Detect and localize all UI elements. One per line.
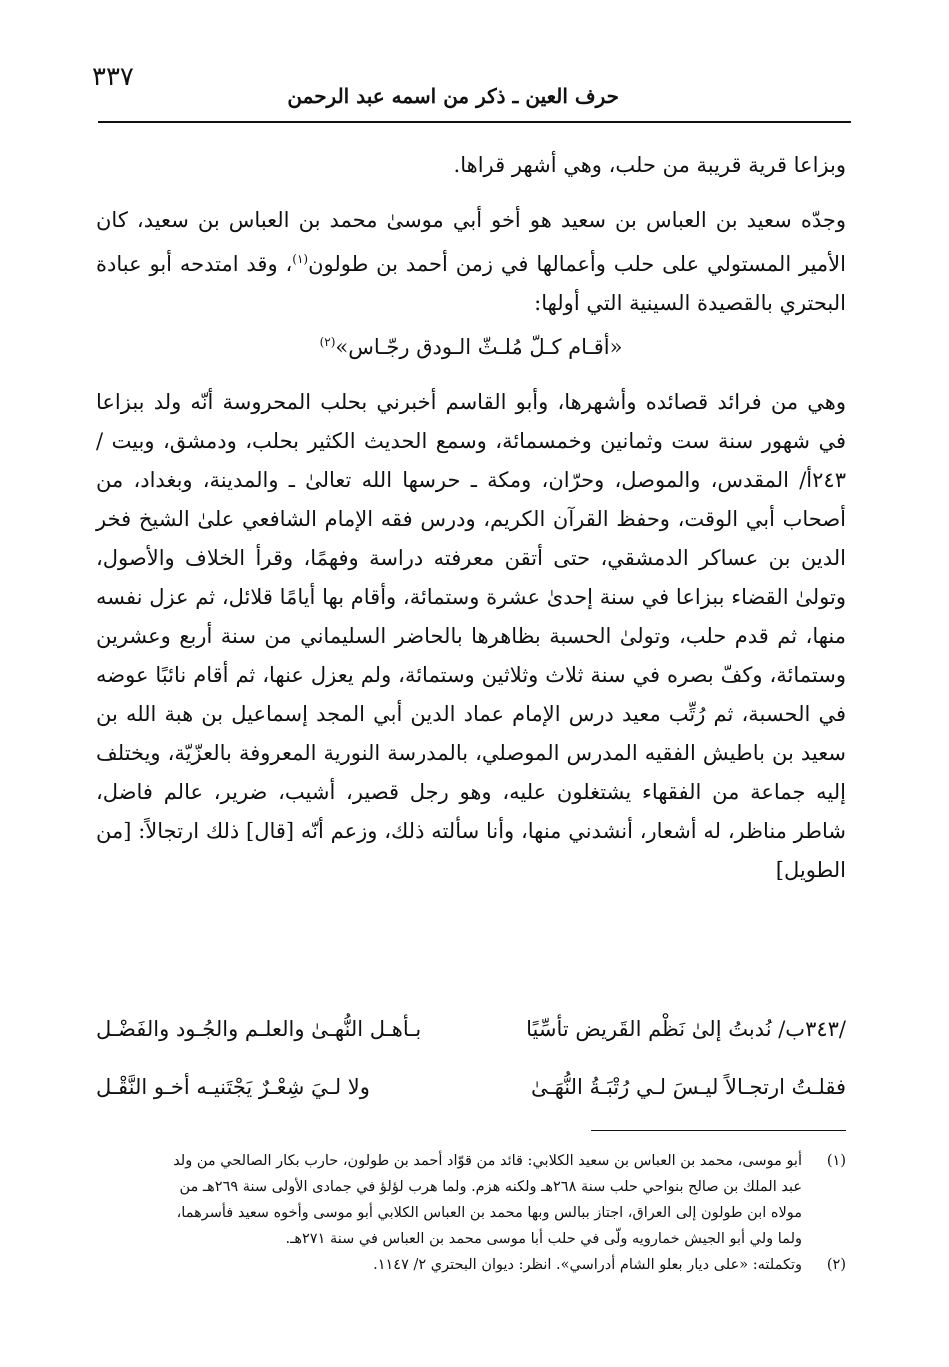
footnote-line: عبد الملك بن صالح بنواحي حلب سنة ٢٦٨هـ ولكنه هزم. ولما هرب لؤلؤ في جمادى الأولى سنة ٢٦٩هـ من (179, 1179, 802, 1195)
paragraph-3-line: وهي من فرائد قصائده وأشهرها، وأبو القاسم أخبرني بحلب المحروسة أنّه ولد ببزاعا (96, 390, 846, 414)
paragraph-3-line: الدين بن عساكر الدمشقي، حتى أتقن معرفته دراسة وفهمًا، وقرأ الخلاف والأصول، (96, 546, 846, 570)
running-head: حرف العين ـ ذكر من اسمه عبد الرحمن (287, 84, 619, 108)
header-rule (98, 121, 851, 123)
paragraph-2-line: ، وقد امتدحه أبو (149, 252, 293, 276)
footnote-ref-1: (١) (292, 252, 309, 266)
paragraph-1: وبزاعا قرية قريبة من حلب، وهي أشهر قراها. (453, 153, 846, 177)
paragraph-2-line: كان الأمير المستولي على حلب وأعمالها في زمن أحمد بن طولون (96, 208, 846, 276)
footnote-rule (591, 1130, 846, 1131)
paragraph-3-line: إليه جماعة من الفقهاء يشتغلون عليه، وهو رجل قصير، أشيب، ضرير، عالم فاضل، (96, 780, 846, 804)
verse-line (96, 1000, 846, 1058)
paragraph-3-line: /٢٤٣أ/ المقدس، والموصل، وحرّان، ومكة ـ حرسها الله تعالىٰ ـ والمدينة، وبغداد، (96, 429, 846, 492)
quote-text: «أقـام كـلّ مُلـثّ الـودق رجّـاس» (335, 335, 623, 359)
paragraph-3-line: وستمائة، وكفّ بصره في سنة ثلاث وثلاثين وستمائة، ولم يعزل عنها، ثم أقام نائبًا عوضه (96, 663, 846, 687)
paragraph-3-line: شاطر مناظر، له أشعار، أنشدني منها، وأنا سألته ذلك، وزعم أنّه [قال] ذلك ارتجالاً: [من (96, 819, 846, 843)
footnote-number: (١) (826, 1153, 846, 1169)
paragraph-3-line: في شهور سنة ست وثمانين وخمسمائة، وسمع الحديث الكثير بحلب، ودمشق، وبيت (111, 429, 846, 453)
footnote-1 (96, 1148, 846, 1252)
poem-verses (96, 1000, 846, 1116)
paragraph-3-line: وتولىٰ القضاء ببزاعا في سنة إحدىٰ عشرة وستمائة، وأقام بها أيامًا قلائل، ثم عزل نفسه (96, 585, 846, 609)
footnote-line: ولما ولي أبو الجيش خمارويه ولّى في حلب أبا موسى محمد بن العباس في سنة ٢٧١هـ. (285, 1231, 802, 1247)
paragraph-3-line: منها، ثم قدم حلب، وتولىٰ الحسبة بظاهرها بالحاضر السليماني من سنة أربع وعشرين (96, 624, 846, 648)
footnote-ref-2: (٢) (319, 335, 336, 349)
paragraph-3 (96, 383, 846, 890)
hemistich-second: بـأهـل النُّهـىٰ والعلـم والجُـود والفَضْـل (96, 1017, 422, 1041)
footnote-line: وتكملته: «على ديار بعلو الشام أدراسي». انظر: ديوان البحتري ٢/ ١١٤٧. (373, 1257, 802, 1273)
paragraph-3-line: الطويل] (775, 858, 846, 882)
paragraph-2-line: وجدّه سعيد بن العباس بن سعيد هو أخو أبي موسىٰ محمد بن العباس بن سعيد، (136, 208, 846, 232)
footnote-text (96, 1148, 802, 1252)
paragraph-2-line: عبادة البحتري بالقصيدة السينية التي أولها: (96, 252, 846, 315)
footnote-text (96, 1252, 802, 1278)
main-text (96, 146, 846, 890)
footnote-line: أبو موسى، محمد بن العباس بن سعيد الكلابي: قائد من قوّاد أحمد بن طولون، حارب بكار الصالحي من ولد (173, 1153, 802, 1169)
paragraph-3-line: سعيد بن باطيش الفقيه المدرس الموصلي، بالمدرسة النورية المعروفة بالعزّيّة، ويختلف (96, 741, 846, 765)
paragraph-2 (96, 201, 846, 323)
hemistich-first: /٣٤٣ب/ نُدبتُ إلىٰ نَظْم القَريض تأسِّيًا (526, 1017, 846, 1041)
footnote-2 (96, 1252, 846, 1278)
footnotes (96, 1148, 846, 1278)
verse-line (96, 1058, 846, 1116)
footnote-number: (٢) (826, 1257, 846, 1273)
paragraph-3-line: من أصحاب أبي الوقت، وحفظ القرآن الكريم، ودرس فقه الإمام الشافعي علىٰ الشيخ فخر (96, 468, 846, 531)
paragraph-3-line: في الحسبة، ثم رُتِّب معيد درس الإمام عماد الدين أبي المجد إسماعيل بن هبة الله بن (96, 702, 846, 726)
footnote-line: مولاه ابن طولون إلى العراق، اجتاز ببالس وبها محمد بن العباس الكلابي أبو موسى وأخوه سعيد فأسرهما، (176, 1205, 802, 1221)
hemistich-second: ولا لـيَ شِعْـرٌ يَجْتَنيـه أخـو النَّقْـل (96, 1075, 370, 1099)
page-number: ٣٣٧ (92, 62, 134, 92)
verse-quote (96, 323, 846, 367)
hemistich-first: فقلـتُ ارتجـالاً ليـسَ لـي رُتْبَـةُ النُّهَـىٰ (530, 1075, 846, 1099)
